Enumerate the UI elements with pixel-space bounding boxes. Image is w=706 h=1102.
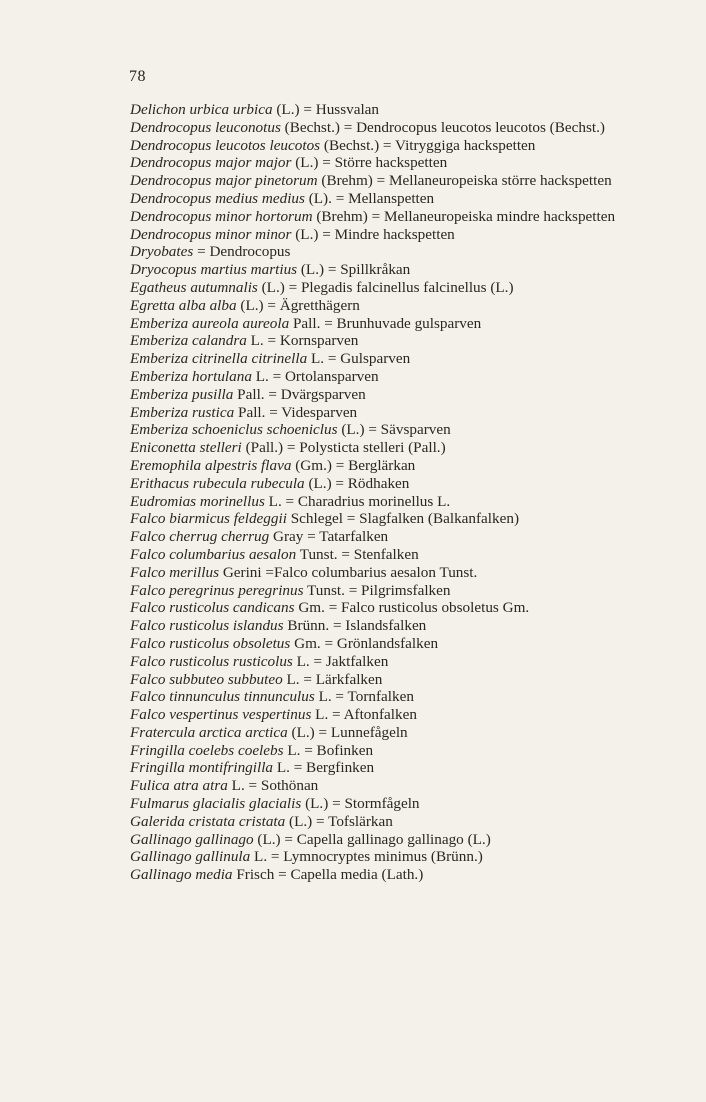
entry [130,510,620,528]
entry [130,404,620,422]
entry-text: Tunst. = Stenfalken [296,545,419,563]
entry-text: L. = Gulsparven [307,350,411,368]
scientific-name: Fulmarus glacialis glacialis [130,795,302,813]
entry-text: (Bechst.) = Vitryggiga hackspetten [320,136,536,154]
entry [130,475,620,493]
entry [130,297,620,315]
entry-text: L. = Aftonfalken [311,706,417,724]
scientific-name: Dryobates [130,243,194,261]
entry-text: (L). = Mellanspetten [304,189,435,207]
entry [130,546,620,564]
entry-text: (L.) = Sävsparven [337,421,451,439]
entry-text: (Pall.) = Polysticta stelleri (Pall.) [241,439,446,457]
entry [130,582,620,600]
entry-text: (Gm.) = Berglärkan [291,456,416,474]
entry-text: L. = Bofinken [283,741,374,759]
entry [130,724,620,742]
scientific-name: Eniconetta stelleri [130,439,242,457]
entry [130,101,620,119]
entry [130,813,620,831]
entry [130,831,620,849]
entry [130,742,620,760]
entry-text: Pall. = Brunhuvade gulsparven [289,314,482,332]
entry [130,671,620,689]
entry-text: L. = Tornfalken [314,688,414,706]
entry-text: Gm. = Falco rusticolus obsoletus Gm. [294,599,530,617]
scientific-name: Dendrocopus major pinetorum [130,172,318,190]
entry-text: L. = Bergfinken [273,759,375,777]
entry [130,154,620,172]
scientific-name: Eudromias morinellus [130,492,265,510]
scientific-name: Emberiza citrinella citrinella [130,350,308,368]
scientific-name: Egretta alba alba [130,296,237,314]
scientific-name: Gallinago gallinula [130,848,251,866]
scientific-name: Falco rusticolus rusticolus [130,652,293,670]
scientific-name: Falco cherrug cherrug [130,528,270,546]
scientific-name: Falco merillus [130,563,220,581]
scientific-name: Emberiza aureola aureola [130,314,290,332]
entry-text: Brünn. = Islandsfalken [283,617,427,635]
scientific-name: Falco biarmicus feldeggii [130,510,287,528]
scientific-name: Dendrocopus minor hortorum [130,207,313,225]
entry [130,493,620,511]
entry-text: (L.) = Capella gallinago gallinago (L.) [253,830,491,848]
entry-text: (L.) = Stormfågeln [301,795,420,813]
scientific-name: Falco rusticolus obsoletus [130,634,291,652]
scientific-name: Falco columbarius aesalon [130,545,297,563]
entry-text: Schlegel = Slagfalken (Balkanfalken) [286,510,519,528]
entry-text: = Dendrocopus [193,243,291,261]
scientific-name: Falco subbuteo subbuteo [130,670,283,688]
entry [130,208,620,226]
scientific-name: Emberiza rustica [130,403,235,421]
entry [130,386,620,404]
entry [130,315,620,333]
entry-text: L. = Ortolansparven [251,367,379,385]
scientific-name: Eremophila alpestris flava [130,456,292,474]
entry-text: L. = Lärkfalken [282,670,383,688]
entry-text: (L.) = Ägretthägern [236,296,360,314]
entry [130,368,620,386]
entry-text: Pall. = Videsparven [234,403,358,421]
entry [130,261,620,279]
scientific-name: Fulica atra atra [130,777,228,795]
entry-text: Pall. = Dvärgsparven [233,385,366,403]
entry-text: L. = Kornsparven [246,332,359,350]
entry [130,332,620,350]
scientific-name: Galerida cristata cristata [130,812,286,830]
entry-text: (L.) = Spillkråkan [297,261,411,279]
scientific-name: Dendrocopus leuconotus [130,118,281,136]
scientific-name: Falco vespertinus vespertinus [130,706,312,724]
entry-text: (L.) = Mindre hackspetten [291,225,455,243]
scientific-name: Fringilla coelebs coelebs [130,741,284,759]
entry [130,848,620,866]
entry [130,137,620,155]
scientific-name: Egatheus autumnalis [130,278,258,296]
entry-text: (L.) = Hussvalan [272,101,379,118]
entry-text: Gerini =Falco columbarius aesalon Tunst. [219,563,478,581]
entry-text: L. = Jaktfalken [292,652,389,670]
entry-text: Frisch = Capella media (Lath.) [232,866,424,884]
entry [130,564,620,582]
entry [130,439,620,457]
entry [130,759,620,777]
scientific-name: Dendrocopus major major [130,154,292,172]
scientific-name: Gallinago gallinago [130,830,254,848]
scientific-name: Emberiza schoeniclus schoeniclus [130,421,338,439]
entry-text: (Brehm) = Mellaneuropeiska mindre hackspetten [312,207,616,225]
entry-text: (Brehm) = Mellaneuropeiska större hackspetten [317,172,612,190]
scientific-name: Erithacus rubecula rubecula [130,474,305,492]
entry [130,190,620,208]
entry [130,635,620,653]
entry [130,350,620,368]
scientific-name: Dryocopus martius martius [130,261,298,279]
scientific-name: Dendrocopus minor minor [130,225,292,243]
entry [130,688,620,706]
entry [130,243,620,261]
scientific-name: Emberiza calandra [130,332,247,350]
entry-text: Gm. = Grönlandsfalken [290,634,439,652]
entry [130,172,620,190]
entry [130,617,620,635]
entry-text: (L.) = Rödhaken [304,474,410,492]
entry-text: Tunst. = Pilgrimsfalken [303,581,451,599]
entry [130,457,620,475]
scientific-name: Emberiza pusilla [130,385,234,403]
scientific-name: Gallinago media [130,866,233,884]
entry-text: (L.) = Lunnefågeln [287,723,408,741]
entry [130,279,620,297]
entry [130,795,620,813]
scientific-name: Falco rusticolus candicans [130,599,295,617]
scientific-name: Fratercula arctica arctica [130,723,288,741]
entry [130,866,620,884]
scientific-name: Dendrocopus medius medius [130,189,305,207]
entry [130,528,620,546]
scientific-name: Emberiza hortulana [130,367,252,385]
species-list [0,101,706,884]
scientific-name: Falco tinnunculus tinnunculus [130,688,315,706]
page-number: 78 [129,68,146,85]
entry [130,706,620,724]
scientific-name: Delichon urbica urbica [130,101,273,118]
entry [130,777,620,795]
entry-text: L. = Sothönan [227,777,319,795]
scientific-name: Falco rusticolus islandus [130,617,284,635]
entry-text: Gray = Tatarfalken [269,528,389,546]
entry [130,119,620,137]
entry [130,226,620,244]
entry [130,599,620,617]
scientific-name: Dendrocopus leucotos leucotos [130,136,321,154]
scientific-name: Falco peregrinus peregrinus [130,581,304,599]
entry [130,421,620,439]
scientific-name: Fringilla montifringilla [130,759,274,777]
entry [130,653,620,671]
entry-text: (Bechst.) = Dendrocopus leucotos leucotos (Bechst.) [280,118,605,136]
entry-text: L. = Lymnocryptes minimus (Brünn.) [250,848,483,866]
entry-text: (L.) = Tofslärkan [285,812,393,830]
entry-text: (L.) = Större hackspetten [291,154,448,172]
entry-text: (L.) = Plegadis falcinellus falcinellus (L.) [257,278,514,296]
entry-text: L. = Charadrius morinellus L. [264,492,451,510]
